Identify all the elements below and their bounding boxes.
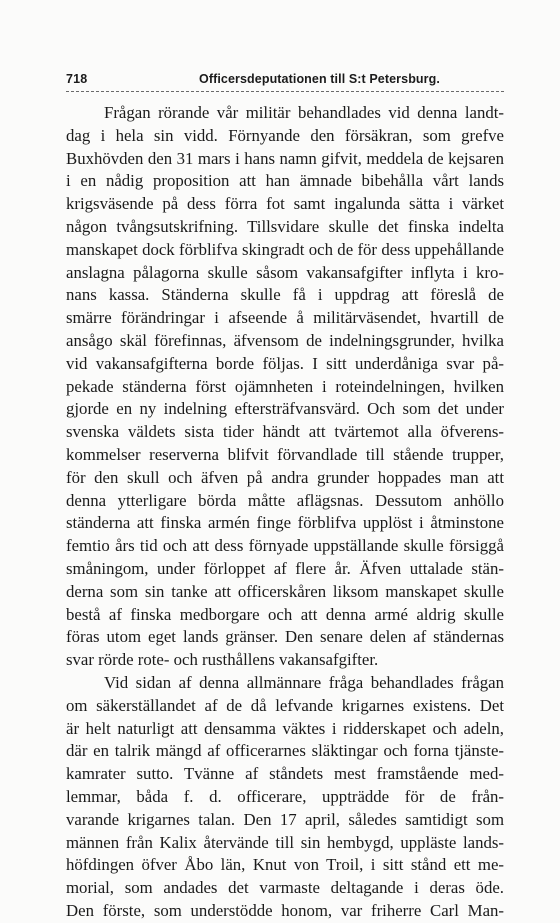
- text-line: denna ytterligare börda måtte aflägsnas. Dessutom anhöllo: [66, 490, 504, 510]
- text-line: anslagna pålagorna skulle såsom vakansafgifter inflyta i kro-: [66, 262, 504, 282]
- text-line: dag i hela sin vidd. Förnyande den försäkran, som grefve: [66, 125, 504, 145]
- text-line: kamrater sutto. Tvänne af ståndets mest framstående med-: [66, 764, 504, 784]
- text-line: kommelser reserverna blifvit förvandlade till stående trupper,: [66, 444, 504, 464]
- text-line: lemmar, båda f. d. officerare, uppträdde för de från-: [66, 786, 504, 806]
- text-line: nans kassa. Ständerna skulle få i uppdrag att föreslå de: [66, 285, 504, 305]
- text-line: männen från Kalix återvände till sin hembygd, uppläste lands-: [66, 832, 504, 852]
- text-line: bestå af finska medborgare och att denna armé aldrig skulle: [66, 604, 504, 624]
- text-line: femtio års tid och att dess förnyade uppställande skulle försiggå: [66, 536, 504, 556]
- body-text: [66, 102, 504, 923]
- text-line: gjorde en ny indelning eftersträfvansvärd. Och som det under: [66, 399, 504, 419]
- text-line: Vid sidan af denna allmännare fråga behandlades frågan: [104, 672, 504, 692]
- header-rule: [66, 91, 504, 92]
- text-line: manskapet dock förblifva skingradt och de för dess uppehållande: [66, 239, 504, 259]
- text-line: om säkerställandet af de då lefvande krigarnes existens. Det: [66, 695, 504, 715]
- text-line: Frågan rörande vår militär behandlades vid denna landt-: [104, 103, 504, 122]
- text-line: i en nådig proposition att han ämnade bibehålla vårt lands: [66, 171, 504, 191]
- text-line: Den förste, som understödde honom, var friherre Carl Man-: [66, 900, 504, 920]
- text-line: för den skull och äfven på andra grunder hoppades man att: [66, 467, 504, 487]
- text-line: krigsväsende på dess förra fot samt ingalunda sätta i värket: [66, 194, 504, 214]
- page-header: [66, 70, 504, 92]
- page-number: 718: [66, 72, 88, 86]
- text-line: där en talrik mängd af officerarnes släktingar och forna tjänste-: [66, 741, 504, 761]
- text-line: småningom, under förloppet af flere år. Äfven uttalade stän-: [66, 558, 504, 578]
- text-line: ständerna att finska armén finge förblifva upplöst i åtminstone: [66, 513, 504, 533]
- text-line: föras utom eget lands gränser. Den senare delen af ständernas: [66, 627, 504, 647]
- text-line: vid vakansafgifterna borde följas. I sitt underdåniga svar på-: [66, 353, 504, 373]
- text-line: varande krigarnes talan. Den 17 april, således samtidigt som: [66, 809, 504, 829]
- text-line: morial, som andades det varmaste deltagande i deras öde.: [66, 878, 504, 898]
- text-line: svenska väldets sista tider händt att tvärtemot alla öfverens-: [66, 422, 504, 442]
- text-line: ansågo skäl förefinnas, äfvensom de indelningsgrunder, hvilka: [66, 330, 504, 350]
- running-title: Officersdeputationen till S:t Petersburg.: [199, 72, 440, 86]
- text-line: Buxhövden den 31 mars i hans namn gifvit, meddela de kejsaren: [66, 148, 504, 168]
- text-line: svar rörde rote- och rusthållens vakansafgifter.: [66, 650, 379, 670]
- text-line: smärre förändringar i afseende å militärväsendet, hvartill de: [66, 308, 504, 328]
- text-line: höfdingen öfver Åbo län, Knut von Troil, i sitt stånd ett me-: [66, 855, 504, 875]
- text-line: någon tvångsutskrifning. Tillsvidare skulle det finska indelta: [66, 216, 504, 236]
- text-line: pekade ständerna först ojämnheten i roteindelningen, hvilken: [66, 376, 504, 396]
- text-line: är helt naturligt att densamma väktes i ridderskapet och adeln,: [66, 718, 504, 738]
- text-line: derna som sin tanke att officerskåren liksom manskapet skulle: [66, 581, 504, 601]
